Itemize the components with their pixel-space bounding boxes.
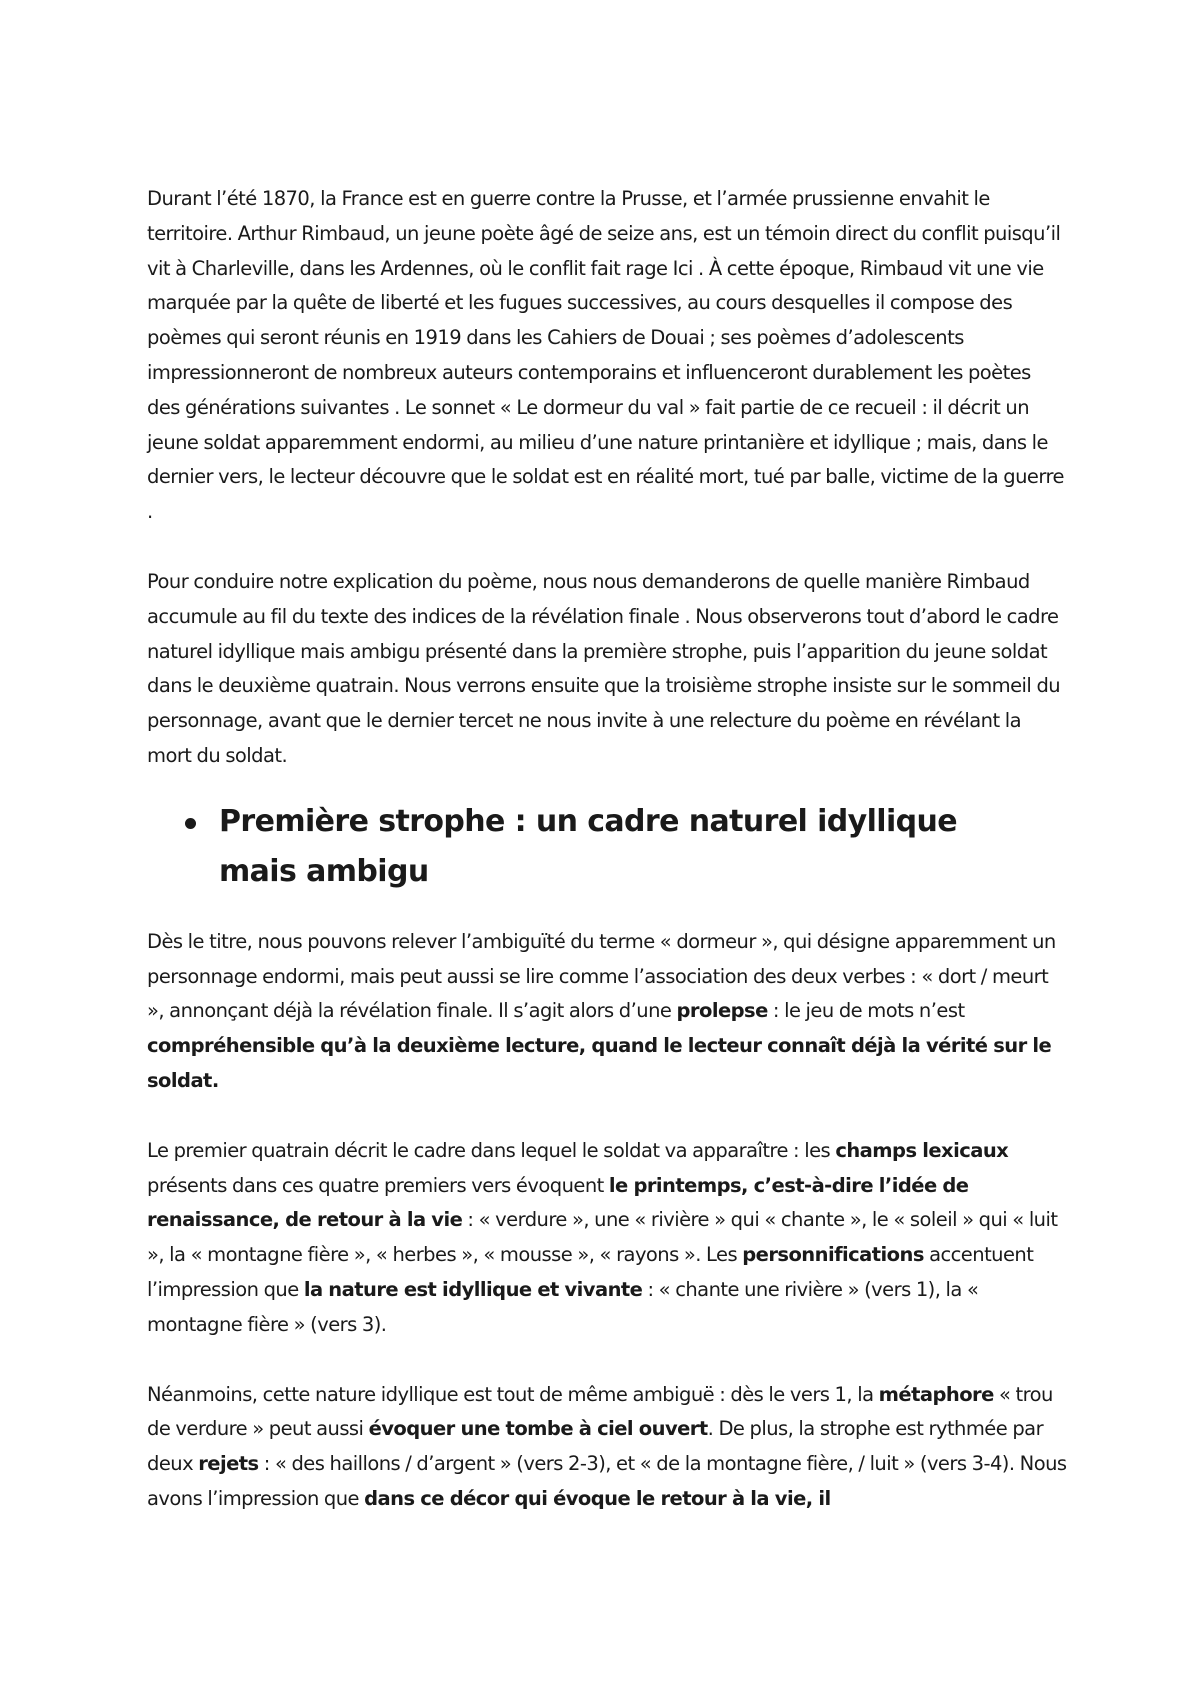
bold-term: dans ce décor qui évoque le retour à la vie, il xyxy=(364,1486,831,1510)
bold-term: champs lexicaux xyxy=(835,1138,1009,1162)
section-heading xyxy=(147,797,1067,897)
bold-term: prolepse xyxy=(676,999,768,1023)
bold-term: la nature est idyllique et vivante xyxy=(303,1277,643,1301)
bold-term: personnifications xyxy=(742,1243,924,1267)
plan-paragraph: Pour conduire notre explication du poème, nous nous demanderons de quelle manière Rimbaud accumule au fil du texte des indices de la révélation finale . Nous observerons tout d’abord le cadre naturel idyllique mais ambigu présenté dans la première strophe, puis l’apparition du jeune soldat dans le deuxième quatrain. Nous verrons ensuite que la troisième strophe insiste sur le sommeil du personnage, avant que le dernier tercet ne nous invite à une relecture du poème en révélant la mort du soldat. xyxy=(147,569,1061,767)
intro-paragraph: Durant l’été 1870, la France est en guerre contre la Prusse, et l’armée prussienne envahit le territoire. Arthur Rimbaud, un jeune poète âgé de seize ans, est un témoin direct du conflit puisqu’il vit à Charleville, dans les Ardennes, où le conflit fait rage Ici . À cette époque, Rimbaud vit une vie marquée par la quête de liberté et les fugues successives, au cours desquelles il compose des poèmes qui seront réunis en 1919 dans les Cahiers de Douai ; ses poèmes d’adolescents impressionneront de nombreux auteurs contemporains et influenceront durablement les poètes des générations suivantes . Le sonnet « Le dormeur du val » fait partie de ce recueil : il décrit un jeune soldat apparemment endormi, au milieu d’une nature printanière et idyllique ; mais, dans le dernier vers, le lecteur découvre que le soldat est en réalité mort, tué par balle, victime de la guerre . xyxy=(147,187,1064,524)
quatrain-paragraph: Le premier quatrain décrit le cadre dans lequel le soldat va apparaître : les champs lexicaux présents dans ces quatre premiers vers évoquent le printemps, c’est-à-dire l’idée de renaissance, de retour à la vie : « verdure », une « rivière » qui « chante », le « soleil » qui « luit », la « montagne fière », « herbes », « mousse », « rayons ». Les personnifications accentuent l’impression que la nature est idyllique et vivante : « chante une rivière » (vers 1), la « montagne fière » (vers 3). xyxy=(147,1138,1058,1336)
bold-term: compréhensible qu’à la deuxième lecture, quand le lecteur connaît déjà la vérité sur le soldat. xyxy=(147,1034,1052,1092)
bold-term: rejets xyxy=(198,1452,259,1476)
bold-term: le printemps, c’est-à-dire l’idée de renaissance, de retour à la vie xyxy=(147,1173,969,1232)
document-page xyxy=(147,182,1067,1517)
ambiguity-paragraph: Néanmoins, cette nature idyllique est tout de même ambiguë : dès le vers 1, la métaphore « trou de verdure » peut aussi évoquer une tombe à ciel ouvert. De plus, la strophe est rythmée par deux rejets : « des haillons / d’argent » (vers 2-3), et « de la montagne fière, / luit » (vers 3-4). Nous avons l’impression que dans ce décor qui évoque le retour à la vie, il xyxy=(147,1382,1067,1510)
bold-term: métaphore xyxy=(878,1382,994,1406)
title-analysis-paragraph: Dès le titre, nous pouvons relever l’ambiguïté du terme « dormeur », qui désigne apparemment un personnage endormi, mais peut aussi se lire comme l’association des deux verbes : « dort / meurt », annonçant déjà la révélation finale. Il s’agit alors d’une prolepse : le jeu de mots n’est compréhensible qu’à la deuxième lecture, quand le lecteur connaît déjà la vérité sur le soldat. xyxy=(147,929,1056,1092)
section-heading-text: Première strophe : un cadre naturel idyllique mais ambigu xyxy=(219,803,958,889)
bold-term: évoquer une tombe à ciel ouvert xyxy=(368,1417,708,1441)
bullet-icon xyxy=(147,797,219,847)
